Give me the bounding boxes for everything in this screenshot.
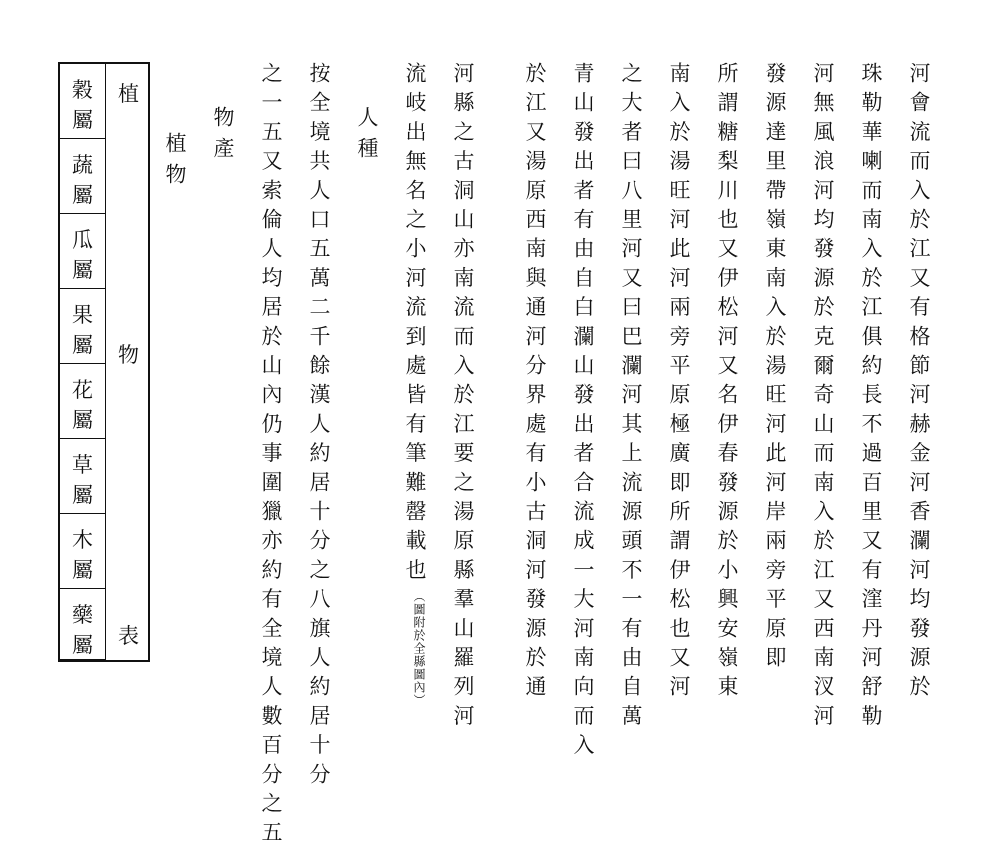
table-title-bottom: 表 (118, 624, 139, 648)
text-column-1: 河會流而入於江又有格節河赫金河香瀾河均發源於 (907, 62, 931, 705)
table-row (60, 439, 105, 514)
map-note: （圖附於全縣圖內） (412, 589, 426, 707)
table-row-category: 果 (72, 303, 93, 327)
population-column-1: 按全境共人口五萬二千餘漢人約居十分之八旗人約居十分 (307, 62, 331, 792)
text-column-9: 於江又湯原西南與通河分界處有小古洞河發源於通 (523, 62, 547, 705)
table-row-category: 穀 (72, 78, 93, 102)
text-column-5: 所謂糖梨川也又伊松河又名伊春發源於小興安嶺東 (715, 62, 739, 705)
table-row-suffix: 屬 (72, 183, 93, 207)
table-row-category: 瓜 (72, 228, 93, 252)
table-row-category: 木 (72, 528, 93, 552)
text-column-10: 河縣之古洞山亦南流而入於江要之湯原縣羣山羅列河 (451, 62, 475, 734)
text-column-11-text: 流岐出無名之小河流到處皆有筆難罄載也 (403, 62, 427, 588)
table-row (60, 64, 105, 139)
heading-renzhong: 人種 (355, 106, 379, 168)
heading-wuchan: 物產 (211, 106, 235, 168)
table-row (60, 139, 105, 214)
table-row-suffix: 屬 (72, 633, 93, 657)
text-column-2: 珠勒華喇而南入於江俱約長不過百里又有漥丹河舒勒 (859, 62, 883, 734)
table-title (107, 64, 150, 660)
table-row-suffix: 屬 (72, 108, 93, 132)
text-column-11 (404, 62, 425, 707)
table-row (60, 364, 105, 439)
text-column-3: 河無風浪河均發源於克爾奇山而南入於江又西南汊河 (811, 62, 835, 734)
table-title-top: 植 (118, 82, 139, 106)
table-divider (105, 64, 106, 660)
table-row-category: 草 (72, 453, 93, 477)
table-row (60, 289, 105, 364)
table-row-suffix: 屬 (72, 258, 93, 282)
table-row-suffix: 屬 (72, 333, 93, 357)
text-column-6: 南入於湯旺河此河兩旁平原極廣即所謂伊松也又河 (667, 62, 691, 705)
text-column-4: 發源達里帶嶺東南入於湯旺河此河岸兩旁平原即 (763, 62, 787, 676)
plant-table (58, 62, 150, 662)
table-row (60, 589, 105, 660)
table-row-suffix: 屬 (72, 408, 93, 432)
table-row-suffix: 屬 (72, 558, 93, 582)
text-column-8: 青山發出者有由自白瀾山發出者合流成一大河南向而入 (571, 62, 595, 763)
table-row-suffix: 屬 (72, 483, 93, 507)
table-row (60, 214, 105, 289)
table-row-category: 藥 (72, 603, 93, 627)
table-row (60, 514, 105, 589)
heading-zhiwu: 植物 (163, 132, 187, 194)
population-column-2: 之一五又索倫人均居於山內仍事圍獵亦約有全境人數百分之五 (259, 62, 283, 850)
text-column-7: 之大者曰八里河又曰巴瀾河其上流源頭不一有由自萬 (619, 62, 643, 734)
table-title-mid: 物 (118, 343, 139, 367)
table-row-category: 蔬 (72, 153, 93, 177)
table-row-category: 花 (72, 378, 93, 402)
